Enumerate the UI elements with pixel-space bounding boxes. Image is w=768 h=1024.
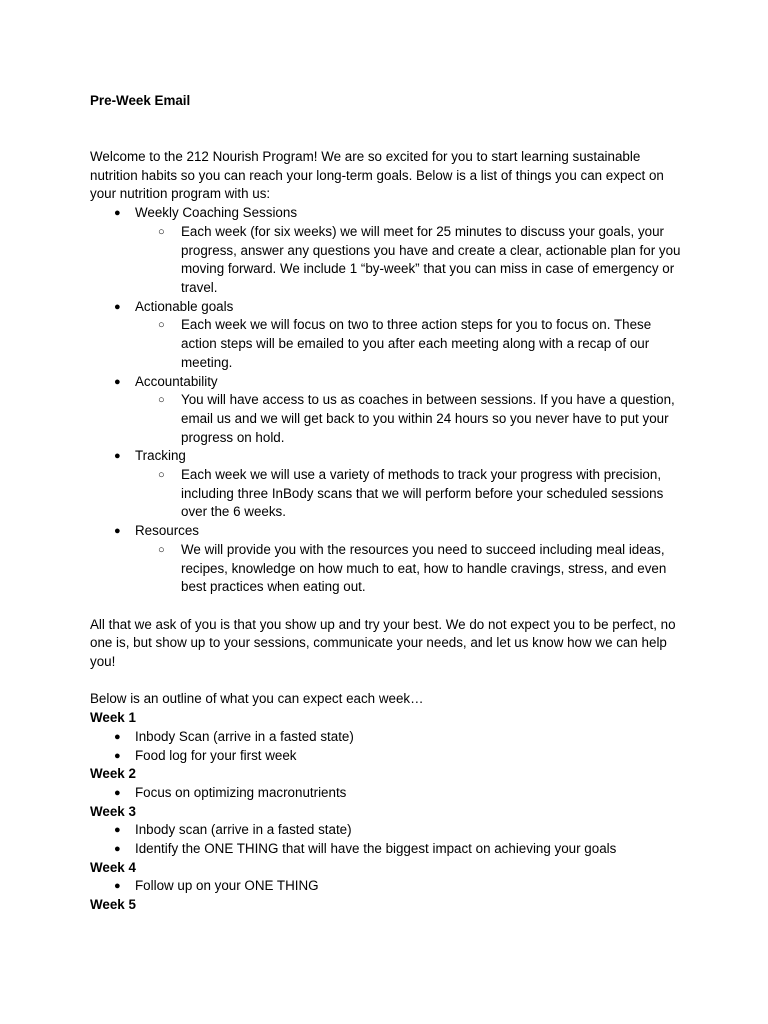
list-item [90,877,688,896]
week-section [90,803,688,859]
week-section [90,896,688,915]
week-section [90,859,688,896]
list-item-text: Focus on optimizing macronutrients [135,784,347,800]
bullet-circle-icon: ○ [158,225,165,238]
sub-list [135,466,688,522]
sub-list [135,541,688,597]
week-heading: Week 1 [90,710,136,726]
list-item [90,522,688,597]
sub-list [135,316,688,372]
bullet-dot-icon: ● [114,450,121,463]
sub-list-item-text: You will have access to us as coaches in between sessions. If you have a question, email us and we will get back to you within 24 hours so you never have to put your progress on hold. [181,392,675,445]
list-item [90,728,688,747]
sub-list-item [135,223,688,298]
sub-list-item [135,316,688,372]
list-item [90,204,688,298]
list-item-label: Resources [135,523,200,539]
spacer [90,111,688,148]
week-bullets [90,784,688,803]
list-item [90,747,688,766]
spacer [90,597,688,616]
list-item-text: Inbody scan (arrive in a fasted state) [135,822,352,838]
list-item-label: Actionable goals [135,298,234,314]
bullet-dot-icon: ● [114,300,121,313]
week-section [90,709,688,765]
week-bullets [90,877,688,896]
list-item-text: Food log for your first week [135,747,297,763]
bullet-dot-icon: ● [114,207,121,220]
list-item-text: Identify the ONE THING that will have the biggest impact on achieving your goals [135,841,617,857]
outline-intro: Below is an outline of what you can expect each week… [90,691,424,707]
bullet-dot-icon: ● [114,749,121,762]
list-item-label: Tracking [135,448,186,464]
sub-list-item [135,391,688,447]
list-item [90,840,688,859]
list-item [90,821,688,840]
week-heading: Week 5 [90,897,136,913]
bullet-circle-icon: ○ [158,394,165,407]
sub-list-item [135,541,688,597]
expectations-list [90,204,688,597]
list-item [90,447,688,522]
list-item-text: Follow up on your ONE THING [135,878,319,894]
bullet-circle-icon: ○ [158,319,165,332]
list-item-label: Weekly Coaching Sessions [135,205,298,221]
week-section [90,765,688,802]
closing-paragraph: All that we ask of you is that you show up and try your best. We do not expect you to be perfect, no one is, but show up to your sessions, communicate your needs, and let us know how we can help you! [90,616,676,670]
sub-list-item-text: Each week we will focus on two to three action steps for you to focus on. These action steps will be emailed to you after each meeting along with a recap of our meeting. [181,317,652,370]
spacer [90,672,688,691]
list-item [90,373,688,448]
sub-list-item-text: Each week (for six weeks) we will meet for 25 minutes to discuss your goals, your progress, answer any questions you have and create a clear, actionable plan for you moving forward. We include 1 “by-week” that you can miss in case of emergency or travel. [181,223,681,295]
bullet-circle-icon: ○ [158,469,165,482]
week-heading: Week 4 [90,859,136,875]
list-item [90,298,688,373]
sub-list-item-text: We will provide you with the resources you need to succeed including meal ideas, recipes, knowledge on how much to eat, how to handle cravings, stress, and even best practices when eating out. [181,541,667,595]
bullet-dot-icon: ● [114,730,121,743]
sub-list [135,391,688,447]
sub-list-item-text: Each week we will use a variety of methods to track your progress with precision, including three InBody scans that we will perform before your scheduled sessions over the 6 weeks. [181,467,664,520]
bullet-dot-icon: ● [114,824,121,837]
intro-paragraph: Welcome to the 212 Nourish Program! We are so excited for you to start learning sustainable nutrition habits so you can reach your long-term goals. Below is a list of things you can expect on your nutrition program with us: [90,149,664,202]
sub-list-item [135,466,688,522]
bullet-dot-icon: ● [114,843,121,856]
list-item-text: Inbody Scan (arrive in a fasted state) [135,728,354,744]
bullet-dot-icon: ● [114,880,121,893]
week-bullets [90,821,688,858]
list-item [90,784,688,803]
document-title: Pre-Week Email [90,93,191,108]
list-item-label: Accountability [135,373,218,389]
bullet-dot-icon: ● [114,786,121,799]
week-heading: Week 2 [90,766,136,782]
week-bullets [90,728,688,765]
week-heading: Week 3 [90,803,136,819]
bullet-dot-icon: ● [114,375,121,388]
bullet-circle-icon: ○ [158,543,165,556]
sub-list [135,223,688,298]
bullet-dot-icon: ● [114,525,121,538]
